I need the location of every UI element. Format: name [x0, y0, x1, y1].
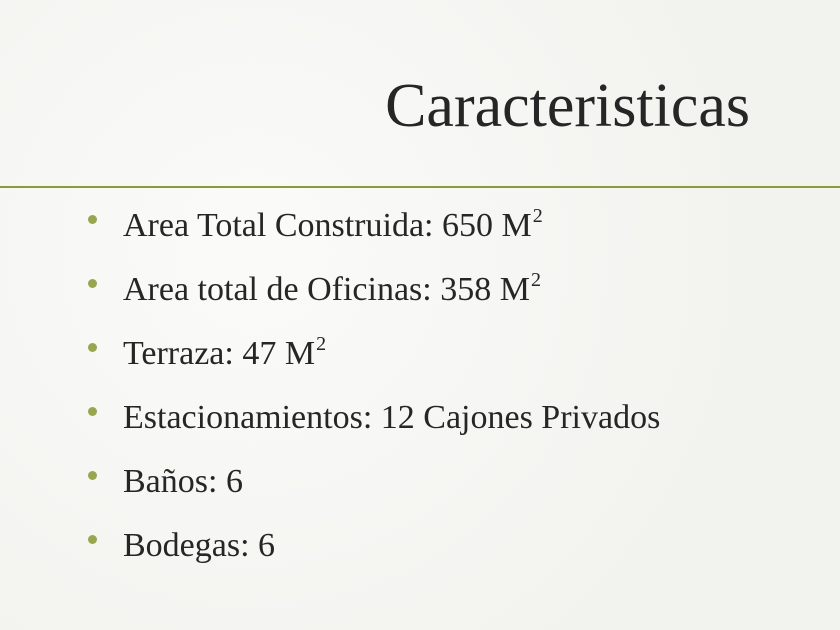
- superscript: 2: [532, 205, 543, 227]
- bullet-icon: [88, 407, 97, 416]
- title-divider: [0, 186, 840, 188]
- bullet-item-terraza: [88, 334, 660, 398]
- bullet-icon: [88, 535, 97, 544]
- superscript: 2: [530, 269, 541, 291]
- superscript: 2: [316, 333, 327, 355]
- slide-title: Caracteristicas: [385, 72, 750, 140]
- bullet-item-bodegas: [88, 526, 660, 590]
- bullet-text: Bodegas: 6: [123, 527, 276, 564]
- bullet-text: Estacionamientos: 12 Cajones Privados: [123, 399, 661, 436]
- bullet-icon: [88, 343, 97, 352]
- bullet-text: Baños: 6: [123, 463, 243, 500]
- bullet-icon: [88, 471, 97, 480]
- bullet-text: Terraza: 47 M: [123, 335, 316, 372]
- bullet-item-area-total: [88, 206, 660, 270]
- bullet-text: Area Total Construida: 650 M: [123, 207, 532, 244]
- bullet-item-banos: [88, 462, 660, 526]
- bullet-text: Area total de Oficinas: 358 M: [123, 271, 530, 308]
- bullet-item-area-oficinas: [88, 270, 660, 334]
- bullet-item-estacionamientos: [88, 398, 660, 462]
- bullet-icon: [88, 279, 97, 288]
- bullet-list: [88, 206, 660, 590]
- bullet-icon: [88, 215, 97, 224]
